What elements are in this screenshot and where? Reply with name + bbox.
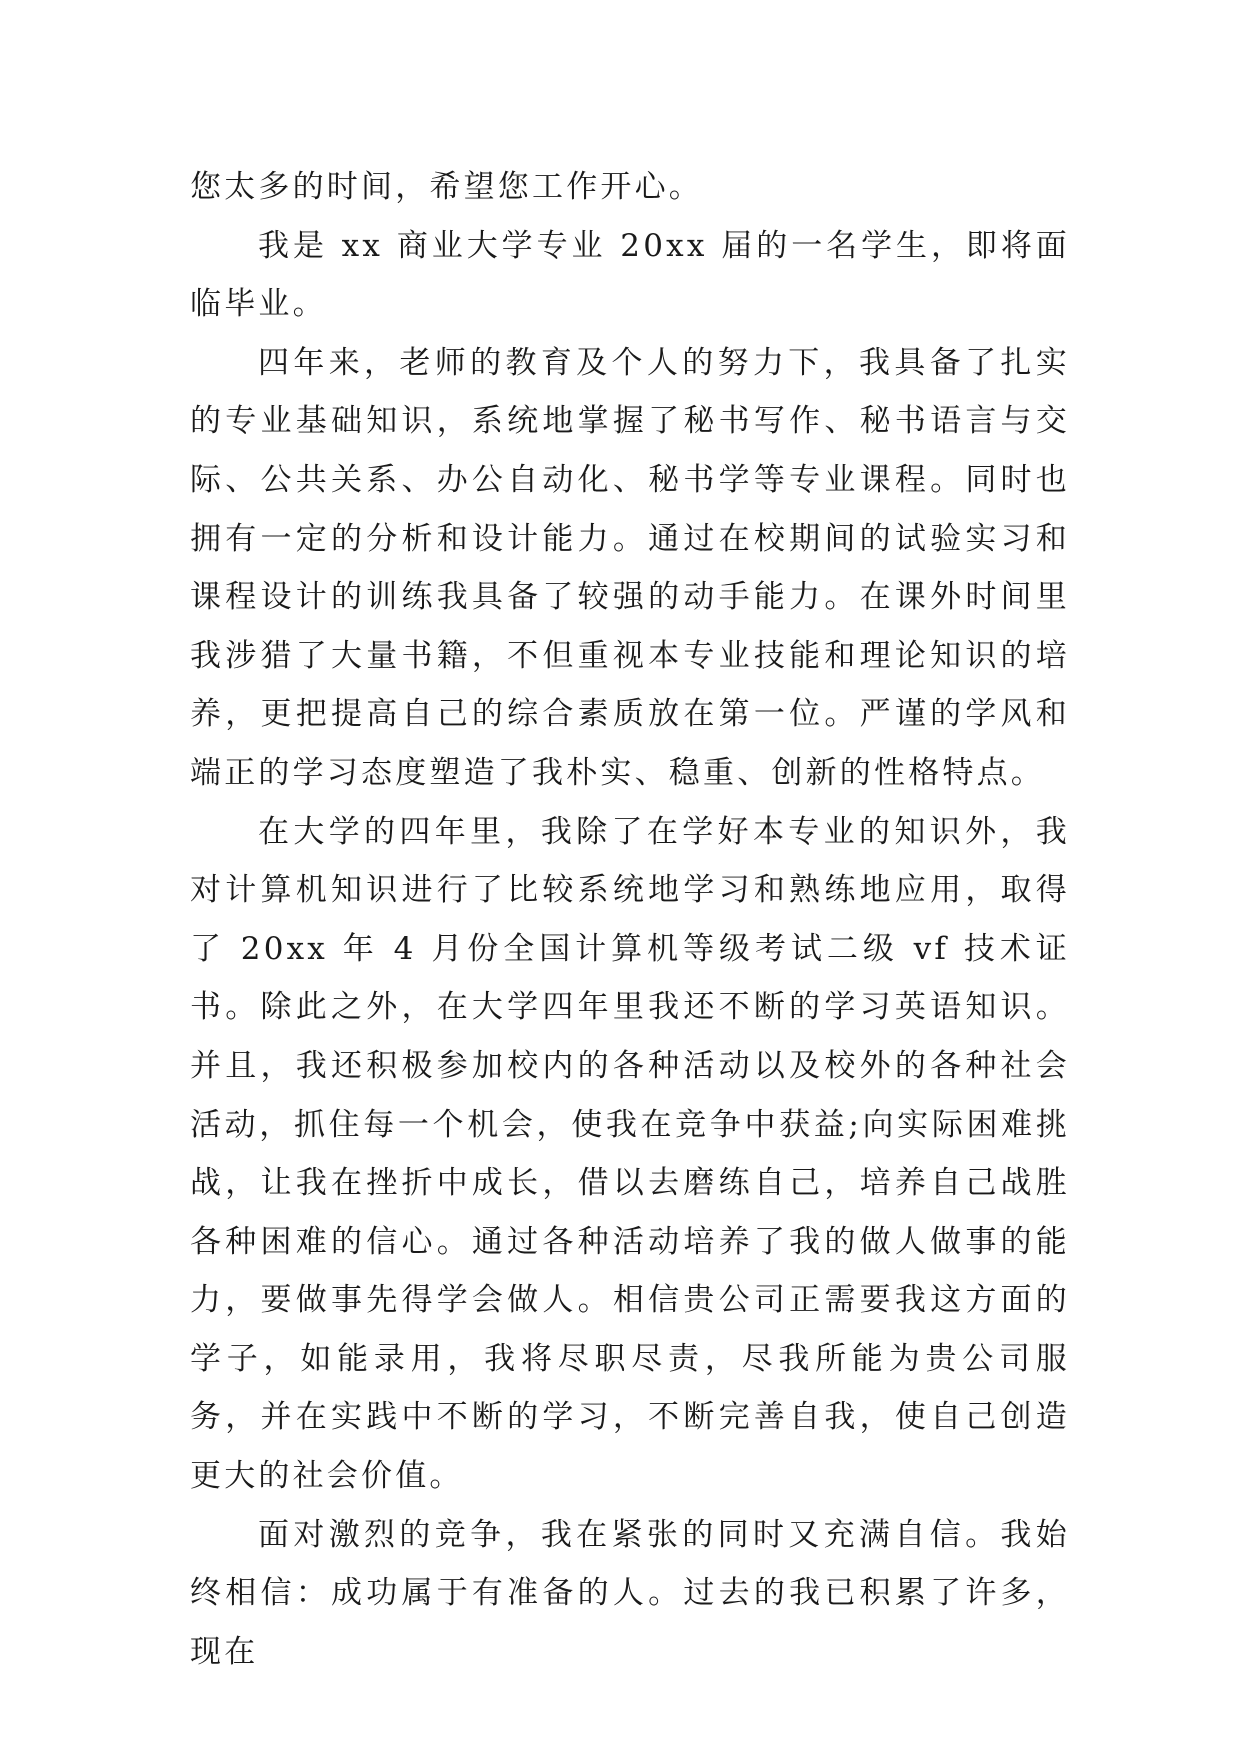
letter-body [190,158,1070,1681]
paragraph-intro-closing: 您太多的时间，希望您工作开心。 [190,169,703,205]
paragraph-activities: 在大学的四年里，我除了在学好本专业的知识外，我对计算机知识进行了比较系统地学习和熟练地应用，取得了 20xx 年 4 月份全国计算机等级考试二级 vf 技术证书。除此之外，在大学四年里我还不断的学习英语知识。并且，我还积极参加校内的各种活动以及校外的各种社会活动，抓住每一个机会，使我在竞争中获益;向实际困难挑战，让我在挫折中成长，借以去磨练自己，培养自己战胜各种困难的信心。通过各种活动培养了我的做人做事的能力，要做事先得学会做人。相信贵公司正需要我这方面的学子，如能录用，我将尽职尽责，尽我所能为贵公司服务，并在实践中不断的学习，不断完善自我，使自己创造更大的社会价值。 [190,813,1070,1495]
paragraph-education: 四年来，老师的教育及个人的努力下，我具备了扎实的专业基础知识，系统地掌握了秘书写作、秘书语言与交际、公共关系、办公自动化、秘书学等专业课程。同时也拥有一定的分析和设计能力。通过在校期间的试验实习和课程设计的训练我具备了较强的动手能力。在课外时间里我涉猎了大量书籍，不但重视本专业技能和理论知识的培养，更把提高自己的综合素质放在第一位。严谨的学风和端正的学习态度塑造了我朴实、稳重、创新的性格特点。 [190,344,1070,791]
paragraph-confidence: 面对激烈的竞争，我在紧张的同时又充满自信。我始终相信：成功属于有准备的人。过去的我已积累了许多，现在 [190,1516,1070,1670]
paragraph-self-introduction: 我是 xx 商业大学专业 20xx 届的一名学生，即将面临毕业。 [190,227,1070,323]
